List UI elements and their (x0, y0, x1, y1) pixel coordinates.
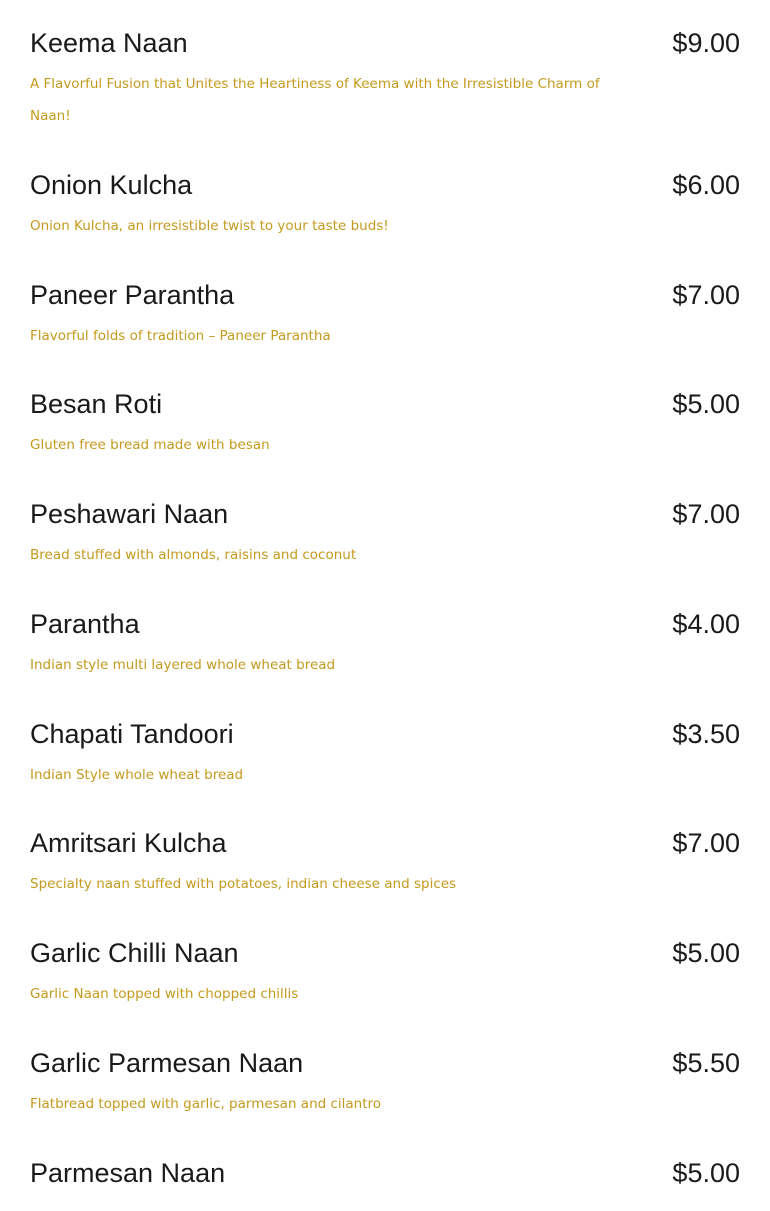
item-name: Besan Roti (30, 389, 163, 419)
item-price: $9.00 (672, 28, 740, 58)
item-price: $3.50 (672, 719, 740, 749)
item-price: $7.00 (672, 499, 740, 529)
item-price: $5.00 (672, 938, 740, 968)
item-name: Paneer Parantha (30, 280, 235, 310)
item-name: Chapati Tandoori (30, 719, 234, 749)
item-description: Specialty naan stuffed with potatoes, indian cheese and spices (30, 876, 457, 892)
item-name: Keema Naan (30, 28, 188, 58)
item-description: Garlic Naan topped with chopped chillis (30, 986, 299, 1002)
item-name: Amritsari Kulcha (30, 828, 227, 858)
item-description: Bread stuffed with almonds, raisins and coconut (30, 547, 357, 563)
item-price: $7.00 (672, 280, 740, 310)
item-name: Garlic Parmesan Naan (30, 1048, 304, 1078)
item-name: Onion Kulcha (30, 170, 193, 200)
item-price: $5.00 (672, 389, 740, 419)
item-description: Indian Style whole wheat bread (30, 767, 244, 783)
item-price: $6.00 (672, 170, 740, 200)
item-description: Flatbread topped with garlic, parmesan and cilantro (30, 1096, 382, 1112)
item-name: Garlic Chilli Naan (30, 938, 239, 968)
item-description: Onion Kulcha, an irresistible twist to your taste buds! (30, 218, 389, 234)
item-description: Flavorful folds of tradition – Paneer Parantha (30, 328, 331, 344)
item-price: $5.00 (672, 1158, 740, 1188)
item-description: A Flavorful Fusion that Unites the Heartiness of Keema with the Irresistible Charm of Naan! (30, 76, 600, 124)
item-name: Parantha (30, 609, 140, 639)
item-price: $7.00 (672, 828, 740, 858)
item-price: $5.50 (672, 1048, 740, 1078)
item-description: Gluten free bread made with besan (30, 437, 270, 453)
item-name: Peshawari Naan (30, 499, 229, 529)
item-description: Indian style multi layered whole wheat bread (30, 657, 336, 673)
item-price: $4.00 (672, 609, 740, 639)
item-name: Parmesan Naan (30, 1158, 226, 1188)
